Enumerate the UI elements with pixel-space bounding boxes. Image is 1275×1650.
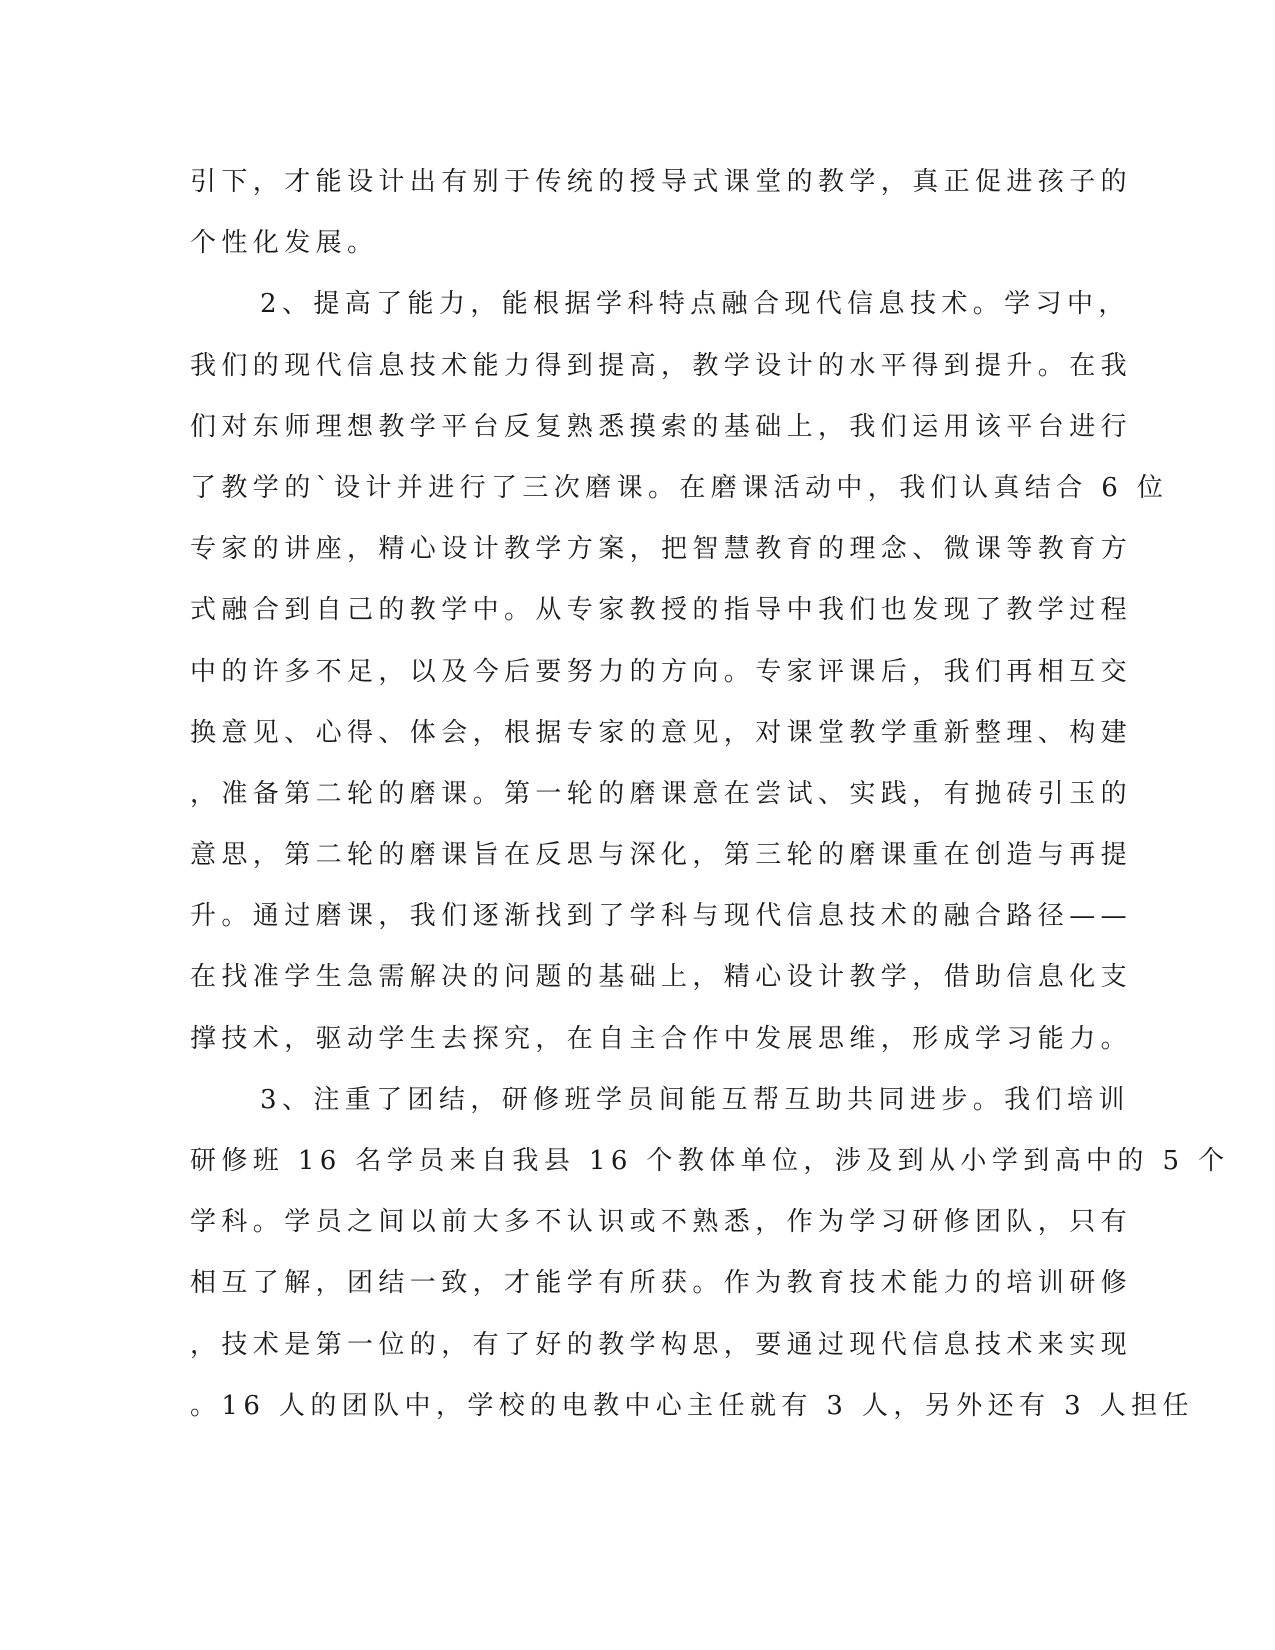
text-line: ，技术是第一位的，有了好的教学构思，要通过现代信息技术来实现: [190, 1329, 1133, 1360]
text-line: 专家的讲座，精心设计教学方案，把智慧教育的理念、微课等教育方: [190, 534, 1133, 565]
text-line: 换意见、心得、体会，根据专家的意见，对课堂教学重新整理、构建: [190, 717, 1133, 748]
text-line: 相互了解，团结一致，才能学有所获。作为教育技术能力的培训研修: [190, 1268, 1133, 1299]
text-line: 。16 人的团队中，学校的电教中心主任就有 3 人，另外还有 3 人担任: [190, 1390, 1194, 1421]
text-line: 我们的现代信息技术能力得到提高，教学设计的水平得到提升。在我: [190, 350, 1133, 381]
text-line: 了教学的`设计并进行了三次磨课。在磨课活动中，我们认真结合 6 位: [190, 472, 1169, 503]
text-line: 在找准学生急需解决的问题的基础上，精心设计教学，借助信息化支: [190, 962, 1133, 993]
text-line: 中的许多不足，以及今后要努力的方向。专家评课后，我们再相互交: [190, 656, 1133, 687]
text-line: 式融合到自己的教学中。从专家教授的指导中我们也发现了教学过程: [190, 595, 1133, 626]
text-line: ，准备第二轮的磨课。第一轮的磨课意在尝试、实践，有抛砖引玉的: [190, 778, 1133, 809]
text-line: 研修班 16 名学员来自我县 16 个教体单位，涉及到从小学到高中的 5 个: [190, 1146, 1230, 1176]
text-line: 升。通过磨课，我们逐渐找到了学科与现代信息技术的融合路径——: [190, 901, 1133, 932]
text-line: 学科。学员之间以前大多不认识或不熟悉，作为学习研修团队，只有: [190, 1207, 1133, 1238]
paragraph-start-line: 3、注重了团结，研修班学员间能互帮互助共同进步。我们培训: [260, 1084, 1130, 1115]
text-line: 引下，才能设计出有别于传统的授导式课堂的教学，真正促进孩子的: [190, 167, 1133, 197]
text-line: 撑技术，驱动学生去探究，在自主合作中发展思维，形成学习能力。: [190, 1023, 1133, 1054]
paragraph-start-line: 2、提高了能力，能根据学科特点融合现代信息技术。学习中，: [260, 289, 1130, 320]
body-text: [190, 162, 1230, 1447]
text-line: 个性化发展。: [190, 228, 379, 259]
text-line: 意思，第二轮的磨课旨在反思与深化，第三轮的磨课重在创造与再提: [190, 840, 1133, 871]
text-line: 们对东师理想教学平台反复熟悉摸索的基础上，我们运用该平台进行: [190, 411, 1133, 442]
